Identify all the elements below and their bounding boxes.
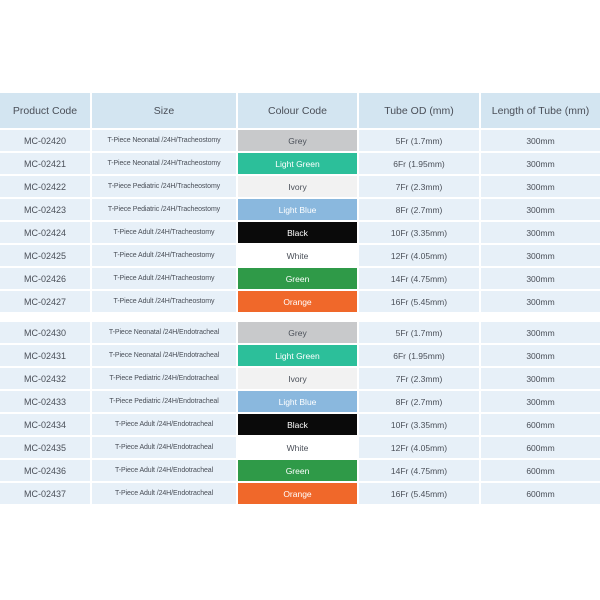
tube-length-cell: 300mm: [481, 222, 600, 245]
table-body: [0, 130, 600, 506]
tube-od-cell: 5Fr (1.7mm): [359, 130, 481, 153]
size-cell: T-Piece Adult /24H/Endotracheal: [92, 483, 238, 506]
table-row: [0, 176, 600, 199]
product-code-cell: MC-02435: [0, 437, 92, 460]
tube-length-cell: 300mm: [481, 153, 600, 176]
colour-code-cell: Light Green: [238, 153, 359, 176]
tube-length-cell: 300mm: [481, 368, 600, 391]
table-row: [0, 345, 600, 368]
size-cell: T-Piece Pediatric /24H/Tracheostomy: [92, 176, 238, 199]
size-cell: T-Piece Adult /24H/Endotracheal: [92, 460, 238, 483]
table-row: [0, 222, 600, 245]
header-size: Size: [92, 93, 238, 130]
tube-od-cell: 7Fr (2.3mm): [359, 176, 481, 199]
colour-code-cell: Ivory: [238, 368, 359, 391]
tube-length-cell: 300mm: [481, 291, 600, 314]
product-code-cell: MC-02424: [0, 222, 92, 245]
colour-code-cell: Grey: [238, 130, 359, 153]
size-cell: T-Piece Adult /24H/Tracheostomy: [92, 245, 238, 268]
colour-code-cell: Black: [238, 222, 359, 245]
tube-length-cell: 600mm: [481, 437, 600, 460]
table-row: [0, 414, 600, 437]
size-cell: T-Piece Neonatal /24H/Tracheostomy: [92, 153, 238, 176]
size-cell: T-Piece Adult /24H/Tracheostomy: [92, 268, 238, 291]
header-colour-code: Colour Code: [238, 93, 359, 130]
product-code-cell: MC-02421: [0, 153, 92, 176]
table-row: [0, 460, 600, 483]
group-separator: [0, 314, 600, 322]
colour-code-cell: White: [238, 437, 359, 460]
tube-od-cell: 14Fr (4.75mm): [359, 268, 481, 291]
table-row: [0, 483, 600, 506]
size-cell: T-Piece Adult /24H/Endotracheal: [92, 437, 238, 460]
size-cell: T-Piece Pediatric /24H/Endotracheal: [92, 391, 238, 414]
colour-code-cell: Light Green: [238, 345, 359, 368]
product-code-cell: MC-02437: [0, 483, 92, 506]
colour-code-cell: Grey: [238, 322, 359, 345]
colour-code-cell: Light Blue: [238, 199, 359, 222]
colour-code-cell: Light Blue: [238, 391, 359, 414]
colour-code-cell: Orange: [238, 291, 359, 314]
tube-length-cell: 300mm: [481, 345, 600, 368]
product-code-cell: MC-02420: [0, 130, 92, 153]
size-cell: T-Piece Adult /24H/Endotracheal: [92, 414, 238, 437]
tube-od-cell: 6Fr (1.95mm): [359, 153, 481, 176]
header-row: [0, 93, 600, 130]
table-row: [0, 130, 600, 153]
tube-length-cell: 300mm: [481, 176, 600, 199]
tube-length-cell: 300mm: [481, 245, 600, 268]
table-row: [0, 322, 600, 345]
header-product-code: Product Code: [0, 93, 92, 130]
tube-od-cell: 8Fr (2.7mm): [359, 199, 481, 222]
tube-od-cell: 7Fr (2.3mm): [359, 368, 481, 391]
tube-length-cell: 300mm: [481, 322, 600, 345]
table-row: [0, 199, 600, 222]
table-row: [0, 391, 600, 414]
tube-length-cell: 600mm: [481, 483, 600, 506]
tube-od-cell: 16Fr (5.45mm): [359, 483, 481, 506]
product-code-cell: MC-02432: [0, 368, 92, 391]
tube-od-cell: 6Fr (1.95mm): [359, 345, 481, 368]
size-cell: T-Piece Adult /24H/Tracheostomy: [92, 222, 238, 245]
tube-od-cell: 5Fr (1.7mm): [359, 322, 481, 345]
table-header: [0, 93, 600, 130]
size-cell: T-Piece Neonatal /24H/Endotracheal: [92, 345, 238, 368]
tube-od-cell: 14Fr (4.75mm): [359, 460, 481, 483]
table-row: [0, 245, 600, 268]
tube-od-cell: 12Fr (4.05mm): [359, 245, 481, 268]
size-cell: T-Piece Adult /24H/Tracheostomy: [92, 291, 238, 314]
tube-length-cell: 300mm: [481, 268, 600, 291]
table-row: [0, 291, 600, 314]
colour-code-cell: White: [238, 245, 359, 268]
tube-od-cell: 10Fr (3.35mm): [359, 414, 481, 437]
size-cell: T-Piece Pediatric /24H/Endotracheal: [92, 368, 238, 391]
product-code-cell: MC-02436: [0, 460, 92, 483]
colour-code-cell: Ivory: [238, 176, 359, 199]
table-row: [0, 268, 600, 291]
product-code-cell: MC-02422: [0, 176, 92, 199]
product-code-cell: MC-02433: [0, 391, 92, 414]
product-code-cell: MC-02425: [0, 245, 92, 268]
product-code-cell: MC-02427: [0, 291, 92, 314]
product-code-cell: MC-02423: [0, 199, 92, 222]
colour-code-cell: Green: [238, 460, 359, 483]
group-separator-cell: [0, 314, 600, 322]
table-row: [0, 153, 600, 176]
table-row: [0, 368, 600, 391]
size-cell: T-Piece Neonatal /24H/Tracheostomy: [92, 130, 238, 153]
tube-od-cell: 10Fr (3.35mm): [359, 222, 481, 245]
colour-code-cell: Green: [238, 268, 359, 291]
colour-code-cell: Orange: [238, 483, 359, 506]
product-code-cell: MC-02431: [0, 345, 92, 368]
tube-od-cell: 16Fr (5.45mm): [359, 291, 481, 314]
table-row: [0, 437, 600, 460]
product-code-cell: MC-02426: [0, 268, 92, 291]
header-length-of-tube: Length of Tube (mm): [481, 93, 600, 130]
tube-length-cell: 300mm: [481, 199, 600, 222]
tube-length-cell: 300mm: [481, 130, 600, 153]
product-spec-table: [0, 93, 600, 506]
product-code-cell: MC-02430: [0, 322, 92, 345]
tube-od-cell: 8Fr (2.7mm): [359, 391, 481, 414]
tube-length-cell: 600mm: [481, 414, 600, 437]
tube-length-cell: 300mm: [481, 391, 600, 414]
tube-od-cell: 12Fr (4.05mm): [359, 437, 481, 460]
tube-length-cell: 600mm: [481, 460, 600, 483]
size-cell: T-Piece Neonatal /24H/Endotracheal: [92, 322, 238, 345]
product-code-cell: MC-02434: [0, 414, 92, 437]
size-cell: T-Piece Pediatric /24H/Tracheostomy: [92, 199, 238, 222]
header-tube-od: Tube OD (mm): [359, 93, 481, 130]
colour-code-cell: Black: [238, 414, 359, 437]
